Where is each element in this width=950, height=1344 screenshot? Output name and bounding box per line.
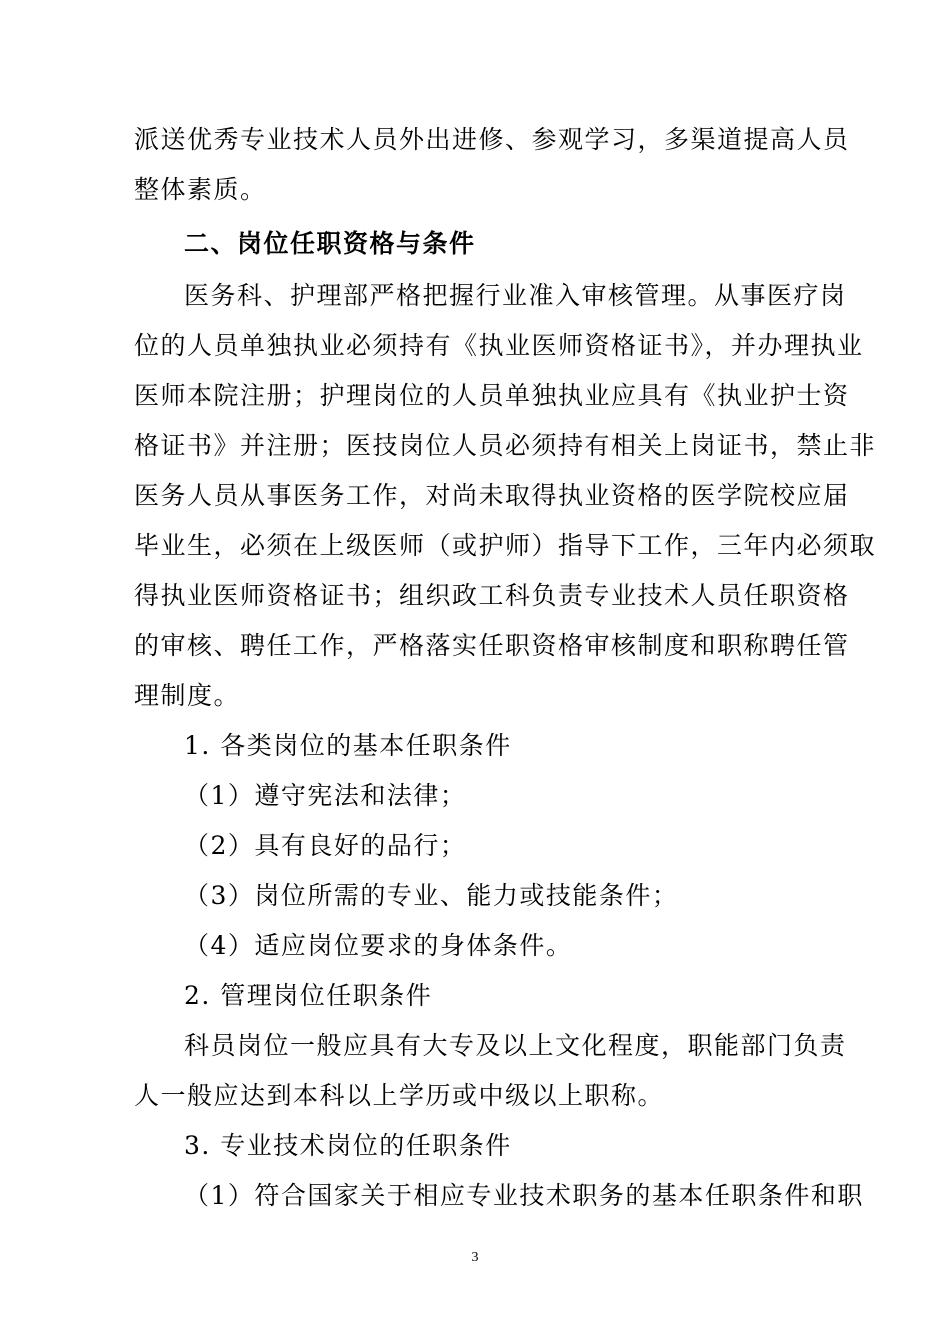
list-item: （1）遵守宪法和法律； <box>184 781 467 810</box>
paragraph-line: 毕业生，必须在上级医师（或护师）指导下工作，三年内必须取 <box>134 531 877 560</box>
numbered-heading: 2. 管理岗位任职条件 <box>184 981 433 1010</box>
paragraph-line: 派送优秀专业技术人员外出进修、参观学习，多渠道提高人员 <box>134 125 850 154</box>
numbered-heading: 3. 专业技术岗位的任职条件 <box>184 1131 512 1160</box>
paragraph-line: 位的人员单独执业必须持有《执业医师资格证书》，并办理执业 <box>134 331 864 360</box>
paragraph-line: 理制度。 <box>134 681 241 710</box>
paragraph-line: 科员岗位一般应具有大专及以上文化程度，职能部门负责 <box>184 1031 847 1060</box>
paragraph-line: 医务人员从事医务工作，对尚未取得执业资格的医学院校应届 <box>134 481 850 510</box>
paragraph-line: 医务科、护理部严格把握行业准入审核管理。从事医疗岗 <box>184 281 847 310</box>
list-item: （4）适应岗位要求的身体条件。 <box>184 931 573 960</box>
list-item: （1）符合国家关于相应专业技术职务的基本任职条件和职 <box>184 1181 864 1210</box>
paragraph-line: 的审核、聘任工作，严格落实任职资格审核制度和职称聘任管 <box>134 631 850 660</box>
section-heading: 二、岗位任职资格与条件 <box>184 229 476 258</box>
paragraph-line: 人一般应达到本科以上学历或中级以上职称。 <box>134 1081 665 1110</box>
paragraph-line: 医师本院注册；护理岗位的人员单独执业应具有《执业护士资 <box>134 381 850 410</box>
paragraph-line: 格证书》并注册；医技岗位人员必须持有相关上岗证书，禁止非 <box>134 431 877 460</box>
paragraph-line: 得执业医师资格证书；组织政工科负责专业技术人员任职资格 <box>134 581 850 610</box>
page-number: 3 <box>471 1250 479 1265</box>
list-item: （3）岗位所需的专业、能力或技能条件； <box>184 881 679 910</box>
numbered-heading: 1. 各类岗位的基本任职条件 <box>184 731 512 760</box>
paragraph-line: 整体素质。 <box>134 175 267 204</box>
list-item: （2）具有良好的品行； <box>184 831 467 860</box>
